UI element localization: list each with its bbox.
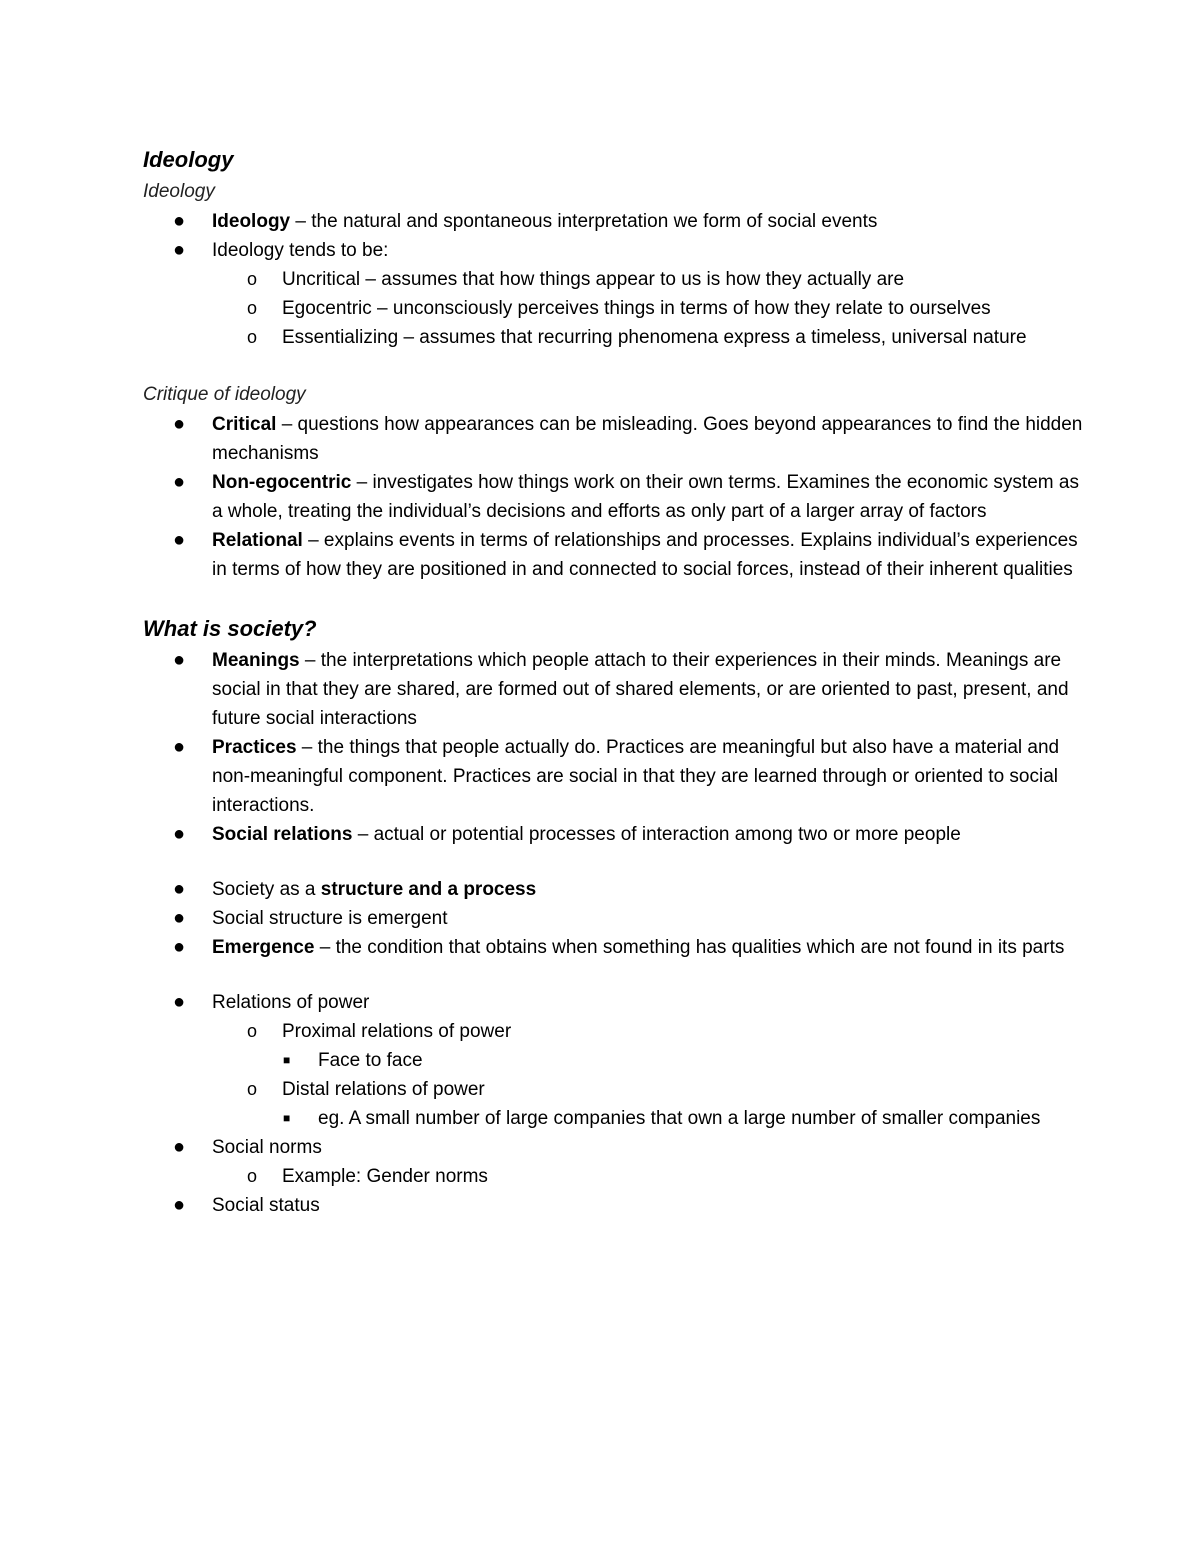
list-item: ● Social status (143, 1191, 1083, 1220)
list-item: ● Relational – explains events in terms of relationships and processes. Explains individual’s experiences in terms of how they are positioned in and connected to social forces, instead of their inherent qualities (143, 526, 1083, 584)
list-item: o Essentializing – assumes that recurring phenomena express a timeless, universal nature (143, 323, 1083, 352)
bullet-icon: ● (173, 1136, 186, 1158)
power-list (143, 988, 1083, 1220)
bullet-icon: ● (173, 907, 186, 929)
subheading-ideology: Ideology (143, 181, 215, 202)
structure-list (143, 875, 1083, 962)
list-item: ● Critical – questions how appearances can be misleading. Goes beyond appearances to find the hidden mechanisms (143, 410, 1083, 468)
subheading-critique: Critique of ideology (143, 384, 306, 405)
list-item: ■ Face to face (143, 1046, 1083, 1075)
list-item: ● Emergence – the condition that obtains when something has qualities which are not found in its parts (143, 933, 1083, 962)
bullet-icon: ● (173, 210, 186, 232)
list-item: ● Non-egocentric – investigates how things work on their own terms. Examines the economic system as a whole, treating the individual’s decisions and efforts as only part of a larger array of factors (143, 468, 1083, 526)
bullet-icon: ● (173, 991, 186, 1013)
bullet-icon: ● (173, 649, 186, 671)
list-item: o Distal relations of power (143, 1075, 1083, 1104)
square-bullet-icon: ■ (283, 1053, 291, 1067)
society-list (143, 646, 1083, 849)
bullet-icon: ● (173, 736, 186, 758)
list-item: ● Relations of power (143, 988, 1083, 1017)
list-item: ● Meanings – the interpretations which people attach to their experiences in their minds. Meanings are social in that they are shared, are formed out of shared elements, or are oriented to past, present, and future social interactions (143, 646, 1083, 733)
list-item: ● Ideology – the natural and spontaneous interpretation we form of social events (143, 207, 1083, 236)
square-bullet-icon: ■ (283, 1111, 291, 1125)
bullet-icon: ● (173, 471, 186, 493)
bullet-icon: ● (173, 823, 186, 845)
circle-bullet-icon: o (247, 1079, 258, 1099)
list-item: ● Society as a structure and a process (143, 875, 1083, 904)
list-item: o Uncritical – assumes that how things appear to us is how they actually are (143, 265, 1083, 294)
list-item: ● Ideology tends to be: (143, 236, 1083, 265)
list-item: ● Social structure is emergent (143, 904, 1083, 933)
list-item: o Egocentric – unconsciously perceives things in terms of how they relate to ourselves (143, 294, 1083, 323)
bullet-icon: ● (173, 413, 186, 435)
bullet-icon: ● (173, 936, 186, 958)
section-heading-society: What is society? (143, 616, 317, 641)
ideology-list (143, 207, 1083, 352)
circle-bullet-icon: o (247, 298, 258, 318)
bullet-icon: ● (173, 529, 186, 551)
list-item: o Example: Gender norms (143, 1162, 1083, 1191)
list-item: ● Social norms (143, 1133, 1083, 1162)
list-item: o Proximal relations of power (143, 1017, 1083, 1046)
circle-bullet-icon: o (247, 1021, 258, 1041)
bullet-icon: ● (173, 239, 186, 261)
circle-bullet-icon: o (247, 1166, 258, 1186)
list-item: ● Practices – the things that people actually do. Practices are meaningful but also have a material and non-meaningful component. Practices are social in that they are learned through or oriented to social interactions. (143, 733, 1083, 820)
list-item: ■ eg. A small number of large companies that own a large number of smaller companies (143, 1104, 1083, 1133)
circle-bullet-icon: o (247, 269, 258, 289)
document-content (143, 143, 1083, 1220)
circle-bullet-icon: o (247, 327, 258, 347)
section-heading-ideology: Ideology (143, 147, 234, 172)
bullet-icon: ● (173, 878, 186, 900)
bullet-icon: ● (173, 1194, 186, 1216)
critique-list (143, 410, 1083, 584)
list-item: ● Social relations – actual or potential processes of interaction among two or more people (143, 820, 1083, 849)
